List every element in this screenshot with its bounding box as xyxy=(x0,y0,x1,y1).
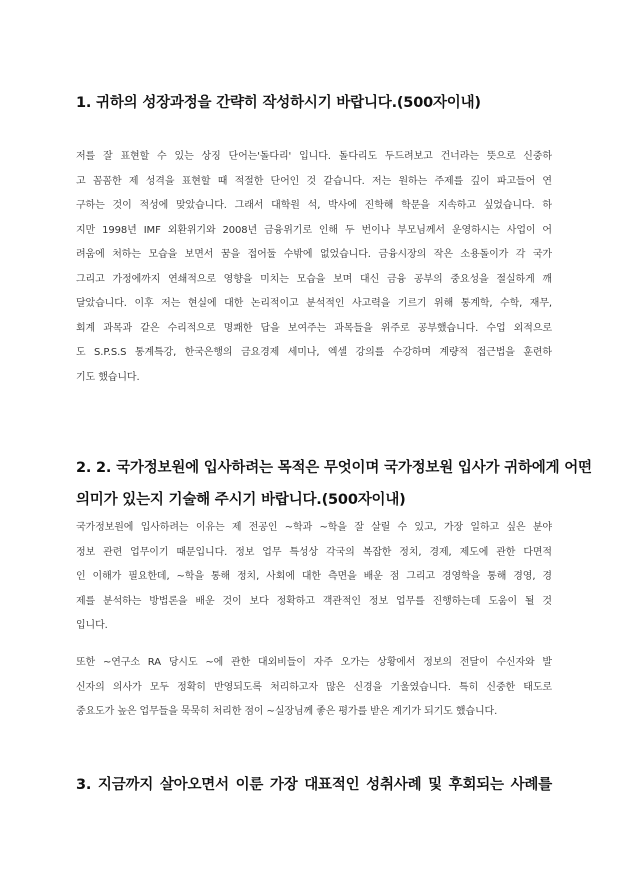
paragraph-line: 기도 했습니다. xyxy=(76,371,140,383)
paragraph-line: 도 S.P.S.S 통계특강, 한국은행의 금요경제 세미나, 엑셀 강의를 수강하며 계량적 접근법을 훈련하 xyxy=(76,347,552,358)
paragraph-line: 지만 1998년 IMF 외환위기와 2008년 금융위기로 인해 두 번이나 부모님께서 운영하시는 사업이 어 xyxy=(76,224,552,236)
paragraph-line: 입니다. xyxy=(76,620,108,631)
question-2-heading-line-1: 2. 2. 국가정보원에 입사하려는 목적은 무엇이며 국가정보원 입사가 귀하에게 어떤 xyxy=(76,460,592,476)
paragraph-line: 달았습니다. 이후 저는 현실에 대한 논리적이고 분석적인 사고력을 기르기 위해 통계학, 수학, 재무, xyxy=(76,298,552,309)
answer-2-paragraph-2 xyxy=(76,651,552,725)
paragraph-line: 제를 분석하는 방법론을 배운 것이 보다 정확하고 객관적인 정보 업무를 진행하는데 도움이 될 것 xyxy=(76,595,552,607)
paragraph-line: 회계 과목과 같은 수리적으로 명쾌한 답을 보여주는 과목들을 위주로 공부했습니다. 수업 외적으로 xyxy=(76,322,552,334)
paragraph-line: 저를 잘 표현할 수 있는 상징 단어는'돌다리' 입니다. 돌다리도 두드려보고 건너라는 뜻으로 신중하 xyxy=(76,151,552,162)
paragraph-line: 정보 관련 업무이기 때문입니다. 정보 업무 특성상 각국의 복잡한 정치, 경제, 제도에 관한 다면적 xyxy=(76,546,552,558)
question-3-heading xyxy=(76,770,552,800)
paragraph-line: 그리고 가정에까지 연쇄적으로 영향을 미치는 모습을 보며 대신 금융 공부의 중요성을 절실하게 깨 xyxy=(76,273,552,285)
paragraph-line: 인 이해가 필요한데, ~학을 통해 정치, 사회에 대한 측면을 배운 점 그리고 경영학을 통해 경영, 경 xyxy=(76,571,552,582)
paragraph-line: 또한 ~연구소 RA 당시도 ~에 관한 대외비들이 자주 오가는 상황에서 정보의 전달이 수신자와 발 xyxy=(76,657,552,668)
question-3-heading-text: 3. 지금까지 살아오면서 이룬 가장 대표적인 성취사례 및 후회되는 사례를 xyxy=(76,777,552,793)
paragraph-line: 려움에 처하는 모습을 보면서 꿈을 접어둘 수밖에 없었습니다. 금융시장의 작은 소용돌이가 각 국가 xyxy=(76,249,552,260)
answer-2-paragraph-1 xyxy=(76,516,552,639)
paragraph-line: 중요도가 높은 업무들을 묵묵히 처리한 점이 ~실장님께 좋은 평가를 받은 계기가 되기도 했습니다. xyxy=(76,706,498,717)
answer-1-paragraph xyxy=(76,145,552,390)
question-2-heading-line-2: 의미가 있는지 기술해 주시기 바랍니다.(500자이내) xyxy=(76,492,406,508)
paragraph-line: 국가정보원에 입사하려는 이유는 제 전공인 ~학과 ~학을 잘 살릴 수 있고, 가장 일하고 싶은 분야 xyxy=(76,522,552,533)
paragraph-line: 신자의 의사가 모두 정확히 반영되도록 처리하고자 많은 신경을 기울였습니다. 특히 신중한 태도로 xyxy=(76,681,552,693)
paragraph-line: 고 꼼꼼한 제 성격을 표현할 때 적절한 단어인 것 같습니다. 저는 원하는 주제를 깊이 파고들어 연 xyxy=(76,175,552,187)
paragraph-line: 구하는 것이 적성에 맞았습니다. 그래서 대학원 석, 박사에 진학해 학문을 지속하고 싶었습니다. 하 xyxy=(76,200,552,211)
question-2-heading xyxy=(76,452,592,516)
question-1-heading: 1. 귀하의 성장과정을 간략히 작성하시기 바랍니다.(500자이내) xyxy=(76,95,481,111)
